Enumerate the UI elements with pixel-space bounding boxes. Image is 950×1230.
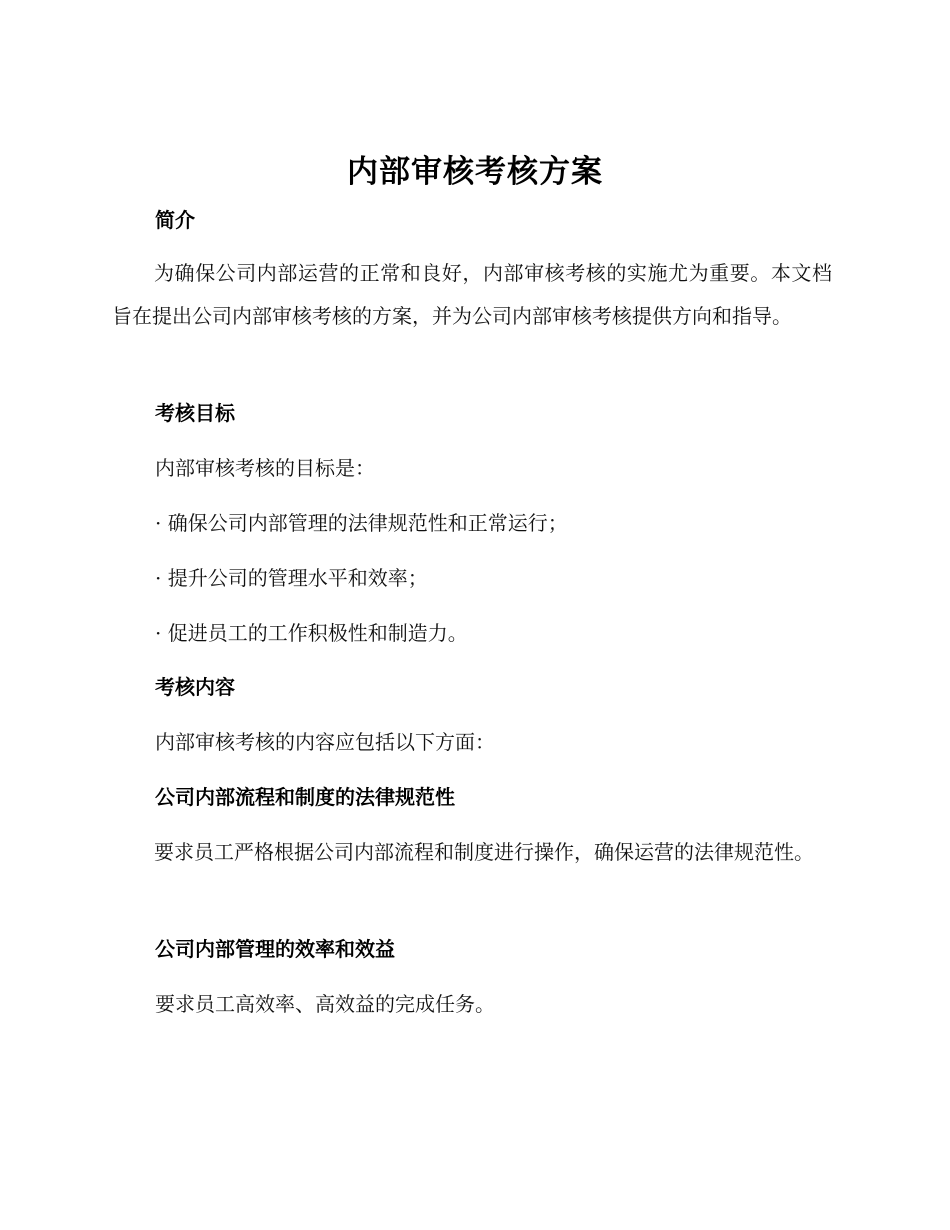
intro-paragraph: 为确保公司内部运营的正常和良好，内部审核考核的实施尤为重要。本文档旨在提出公司内部审核考核的方案，并为公司内部审核考核提供方向和指导。 (112, 261, 832, 328)
subsection-paragraph-efficiency: 要求员工高效率、高效益的完成任务。 (155, 992, 495, 1016)
goals-list-item: · 确保公司内部管理的法律规范性和正常运行； (155, 511, 568, 535)
goals-list-item: · 提升公司的管理水平和效率； (155, 566, 428, 590)
section-heading-goals: 考核目标 (155, 401, 235, 425)
section-heading-content: 考核内容 (155, 675, 235, 699)
section-heading-intro: 简介 (155, 208, 195, 232)
subsection-heading-efficiency: 公司内部管理的效率和效益 (155, 937, 395, 961)
goals-list-item: · 促进员工的工作积极性和制造力。 (155, 621, 468, 645)
goals-lead-text: 内部审核考核的目标是： (155, 456, 375, 480)
content-lead-text: 内部审核考核的内容应包括以下方面： (155, 730, 495, 754)
subsection-paragraph-legal: 要求员工严格根据公司内部流程和制度进行操作，确保运营的法律规范性。 (154, 840, 814, 864)
subsection-heading-legal: 公司内部流程和制度的法律规范性 (155, 785, 455, 809)
document-title: 内部审核考核方案 (347, 154, 603, 190)
